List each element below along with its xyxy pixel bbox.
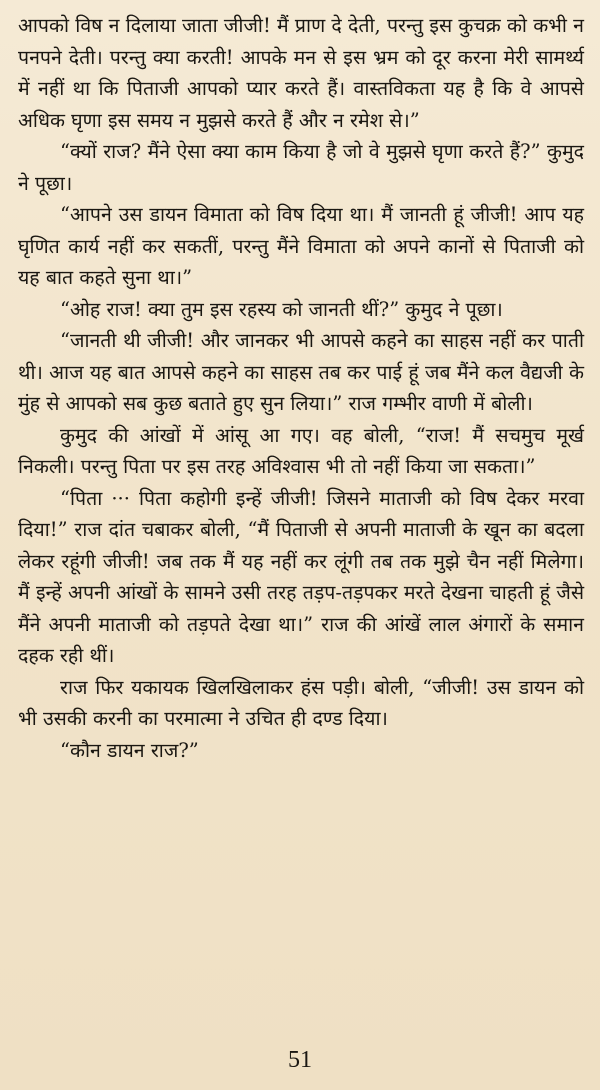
paragraph-8: राज फिर यकायक खिलखिलाकर हंस पड़ी। बोली, “जीजी! उस डायन को भी उसकी करनी का परमात्मा ने उचित ही दण्ड दिया। (18, 675, 584, 730)
paragraph-7: “पिता ··· पिता कहोगी इन्हें जीजी! जिसने माताजी को विष देकर मरवा दिया!” राज दांत चबाकर बोली, “मैं पिताजी से अपनी माताजी के खून का बदला लेकर रहूंगी जीजी! जब तक मैं यह नहीं कर लूंगी तब तक मुझे चैन नहीं मिलेगा। मैं इन्हें अपनी आंखों के सामने उसी तरह तड़प-तड़पकर मरते देखना चाहती हूं जैसे मैंने अपनी माताजी को तड़पते देखा था।” राज की आंखें लाल अंगारों के समान दहक रही थीं। (18, 486, 584, 667)
paragraph-4: “ओह राज! क्या तुम इस रहस्य को जानती थीं?” कुमुद ने पूछा। (60, 297, 503, 321)
paragraph-5: “जानती थी जीजी! और जानकर भी आपसे कहने का साहस नहीं कर पाती थी। आज यह बात आपसे कहने का साहस तब कर पाई हूं जब मैंने कल वैद्यजी के मुंह से आपको सब कुछ बताते हुए सुन लिया।” राज गम्भीर वाणी में बोली। (18, 329, 584, 415)
page-number: 51 (288, 1047, 312, 1073)
paragraph-6: कुमुद की आंखों में आंसू आ गए। वह बोली, “राज! मैं सचमुच मूर्ख निकली। परन्तु पिता पर इस तरह अविश्वास भी तो नहीं किया जा सकता।” (18, 423, 584, 478)
paragraph-1: आपको विष न दिलाया जाता जीजी! मैं प्राण दे देती, परन्तु इस कुचक्र को कभी न पनपने देती। परन्तु क्या करती! आपके मन से इस भ्रम को दूर करना मेरी सामर्थ्य में नहीं था कि पिताजी आपको प्यार करते हैं। वास्तविकता यह है कि वे आपसे अधिक घृणा इस समय न मुझसे करते हैं और न रमेश से।” (18, 14, 584, 132)
paragraph-3: “आपने उस डायन विमाता को विष दिया था। मैं जानती हूं जीजी! आप यह घृणित कार्य नहीं कर सकतीं, परन्तु मैंने विमाता को अपने कानों से पिताजी को यह बात कहते सुना था।” (18, 203, 584, 289)
paragraph-9: “कौन डायन राज?” (60, 738, 199, 762)
body-text (18, 10, 584, 766)
paragraph-2: “क्यों राज? मैंने ऐसा क्या काम किया है जो वे मुझसे घृणा करते हैं?” कुमुद ने पूछा। (18, 140, 584, 195)
